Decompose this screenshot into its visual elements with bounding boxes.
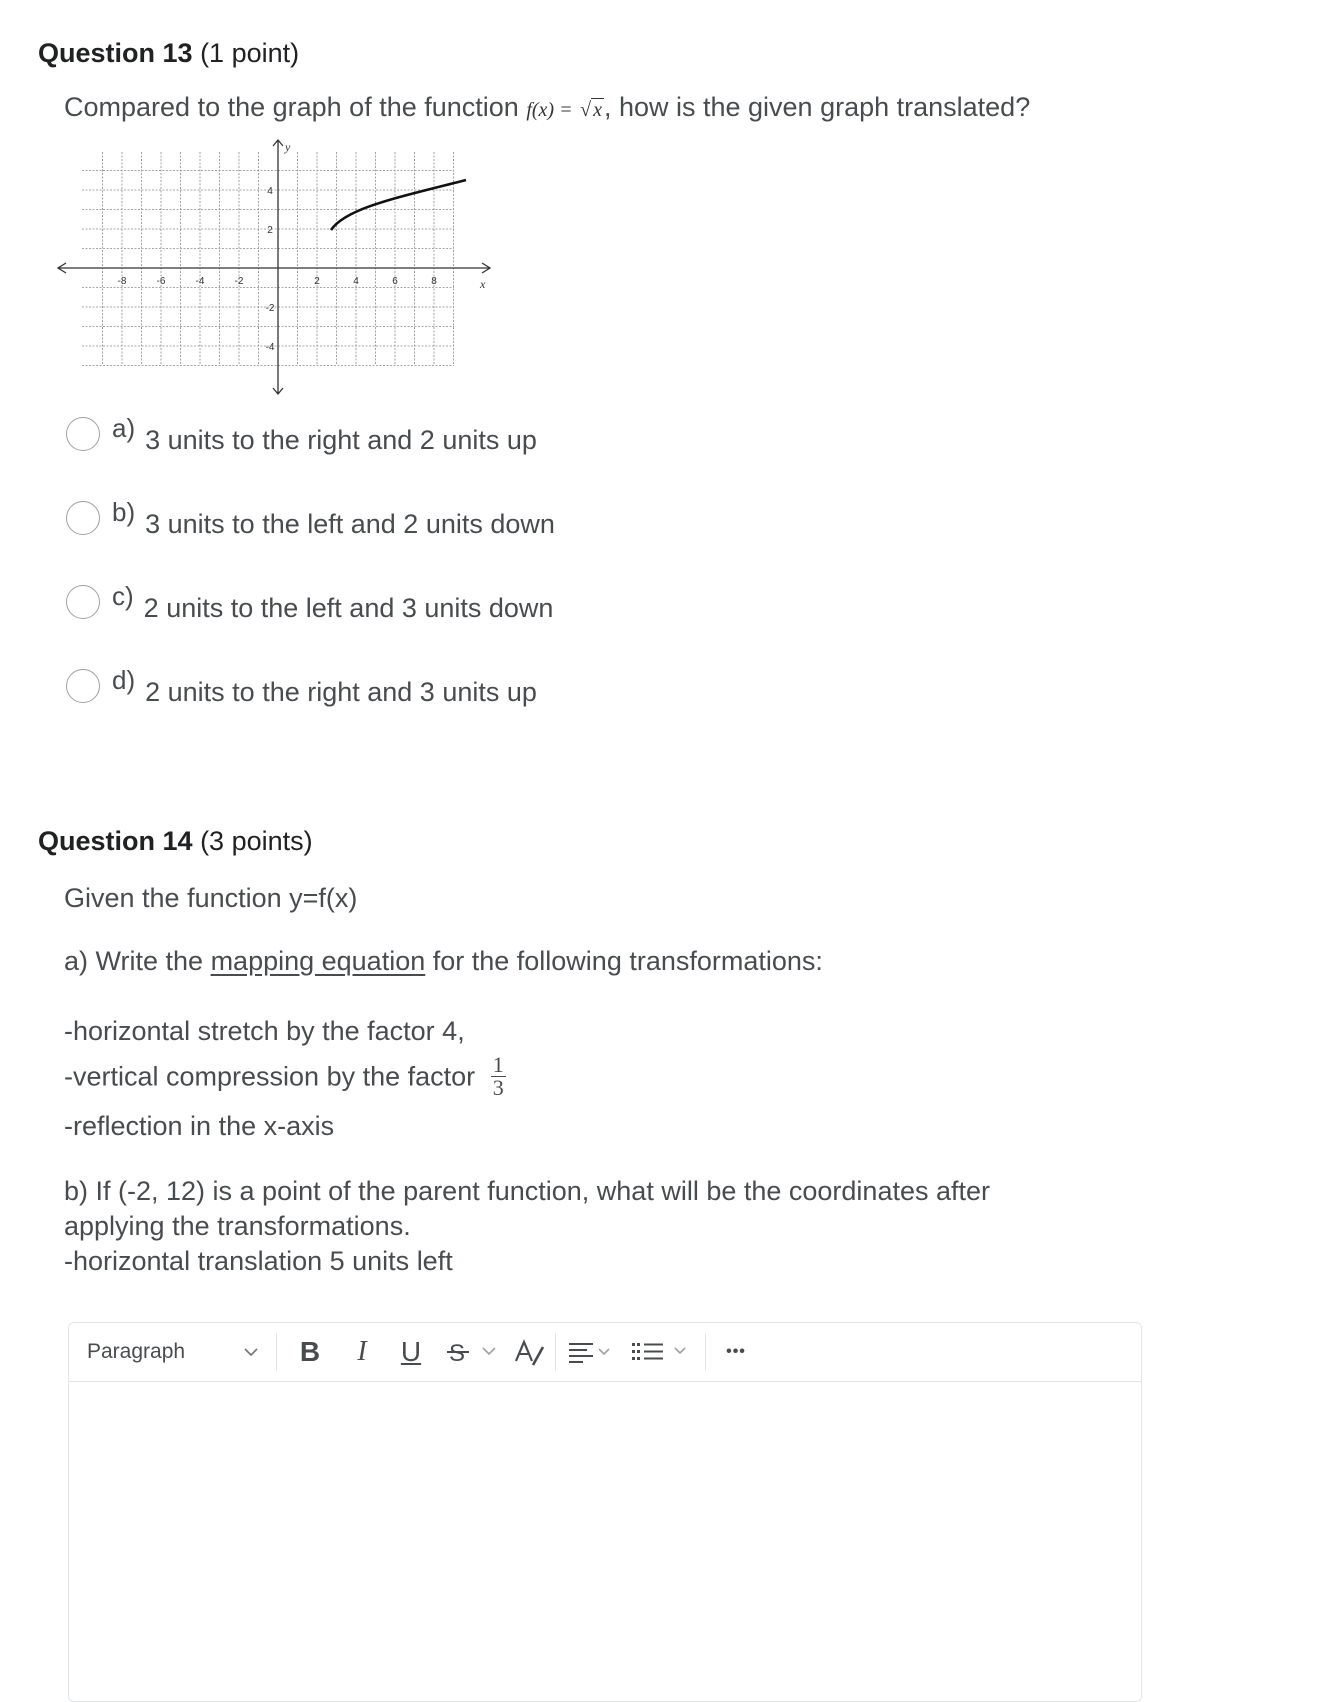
radio-button[interactable] — [66, 417, 100, 451]
fraction-one-third — [491, 1054, 506, 1099]
choice-letter: b) — [112, 496, 136, 527]
svg-text:S: S — [449, 1340, 466, 1367]
y-tick-label: 2 — [267, 225, 273, 236]
question-points: (1 point) — [200, 38, 300, 68]
part-b-line3: -horizontal translation 5 units left — [64, 1246, 453, 1276]
radio-button[interactable] — [66, 501, 100, 535]
x-tick-label: -4 — [195, 276, 205, 287]
sqrt-expression: √ x — [580, 99, 602, 121]
x-tick-label: 8 — [431, 276, 437, 287]
transformation-3: -reflection in the x-axis — [64, 1111, 335, 1141]
radio-button[interactable] — [66, 585, 100, 619]
toolbar-divider — [705, 1333, 706, 1371]
choice-letter: d) — [112, 664, 136, 695]
align-left-icon — [567, 1337, 619, 1367]
prompt-text: Compared to the graph of the function — [64, 92, 519, 122]
choice-c[interactable] — [66, 582, 553, 622]
q14-line2 — [64, 946, 823, 977]
x-tick-label: 6 — [392, 276, 398, 287]
text: for the following transformations: — [425, 946, 823, 976]
y-tick-label: 4 — [267, 186, 273, 197]
y-tick-label: -4 — [265, 342, 275, 353]
italic-button[interactable]: I — [357, 1336, 367, 1367]
q14-line1: Given the function y=f(x) — [64, 883, 358, 913]
transformation-2 — [64, 1052, 506, 1101]
question-13-prompt — [64, 92, 1030, 123]
chevron-down-icon — [243, 1347, 259, 1357]
answer-editor — [68, 1322, 1142, 1702]
text-format-icon — [513, 1337, 547, 1367]
prompt-text-end: , how is the given graph translated? — [603, 92, 1031, 122]
toolbar-divider — [276, 1333, 277, 1371]
editor-toolbar — [69, 1323, 1141, 1382]
x-tick-label: 4 — [353, 276, 359, 287]
radio-button[interactable] — [66, 669, 100, 703]
question-13-title — [38, 38, 299, 69]
choice-text: 3 units to the left and 2 units down — [145, 508, 555, 539]
list-dropdown[interactable] — [631, 1323, 695, 1381]
underline-button[interactable]: U — [400, 1336, 422, 1367]
bulleted-list-icon — [631, 1337, 695, 1367]
question-number: Question 13 — [38, 38, 193, 68]
x-axis-label: x — [480, 277, 486, 291]
font-style-button[interactable] — [513, 1323, 547, 1381]
bold-button[interactable]: B — [299, 1336, 321, 1367]
choice-d[interactable] — [66, 666, 537, 706]
denominator: 3 — [492, 1075, 504, 1100]
toolbar-divider — [555, 1333, 556, 1371]
text: a) Write the — [64, 946, 211, 976]
choice-text: 3 units to the right and 2 units up — [145, 424, 537, 455]
more-options-button[interactable]: ••• — [726, 1343, 746, 1360]
choice-letter: a) — [112, 412, 136, 443]
align-dropdown[interactable] — [567, 1323, 619, 1381]
part-b-line2: applying the transformations. — [64, 1211, 411, 1241]
y-tick-label: -2 — [265, 303, 275, 314]
y-axis-label: y — [285, 140, 291, 154]
numerator: 1 — [492, 1052, 504, 1077]
part-b-line1: b) If (-2, 12) is a point of the parent function, what will be the coordinates after — [64, 1176, 991, 1206]
editor-text-area[interactable] — [69, 1382, 1141, 1701]
choice-text: 2 units to the left and 3 units down — [143, 592, 554, 623]
function-name: f(x) = — [526, 99, 573, 121]
choice-letter: c) — [112, 580, 134, 611]
radicand: x — [593, 99, 602, 121]
question-number: Question 14 — [38, 826, 193, 856]
x-tick-label: -6 — [156, 276, 166, 287]
question-points: (3 points) — [200, 826, 313, 856]
x-tick-label: -2 — [234, 276, 244, 287]
choice-text: 2 units to the right and 3 units up — [145, 676, 537, 707]
paragraph-format-label: Paragraph — [87, 1340, 186, 1363]
text: -vertical compression by the factor — [64, 1061, 476, 1092]
question-14-title — [38, 826, 313, 857]
sqrt-curve — [331, 180, 466, 230]
strikethrough-icon — [447, 1337, 505, 1367]
choice-b[interactable] — [66, 498, 555, 538]
paragraph-format-dropdown[interactable] — [87, 1323, 259, 1381]
strikethrough-dropdown[interactable] — [447, 1323, 505, 1381]
function-graph — [56, 138, 496, 400]
transformation-1: -horizontal stretch by the factor 4, — [64, 1016, 465, 1046]
mapping-equation-link[interactable]: mapping equation — [210, 946, 426, 976]
x-tick-label: 2 — [314, 276, 320, 287]
x-tick-label: -8 — [117, 276, 127, 287]
choice-a[interactable] — [66, 414, 537, 454]
